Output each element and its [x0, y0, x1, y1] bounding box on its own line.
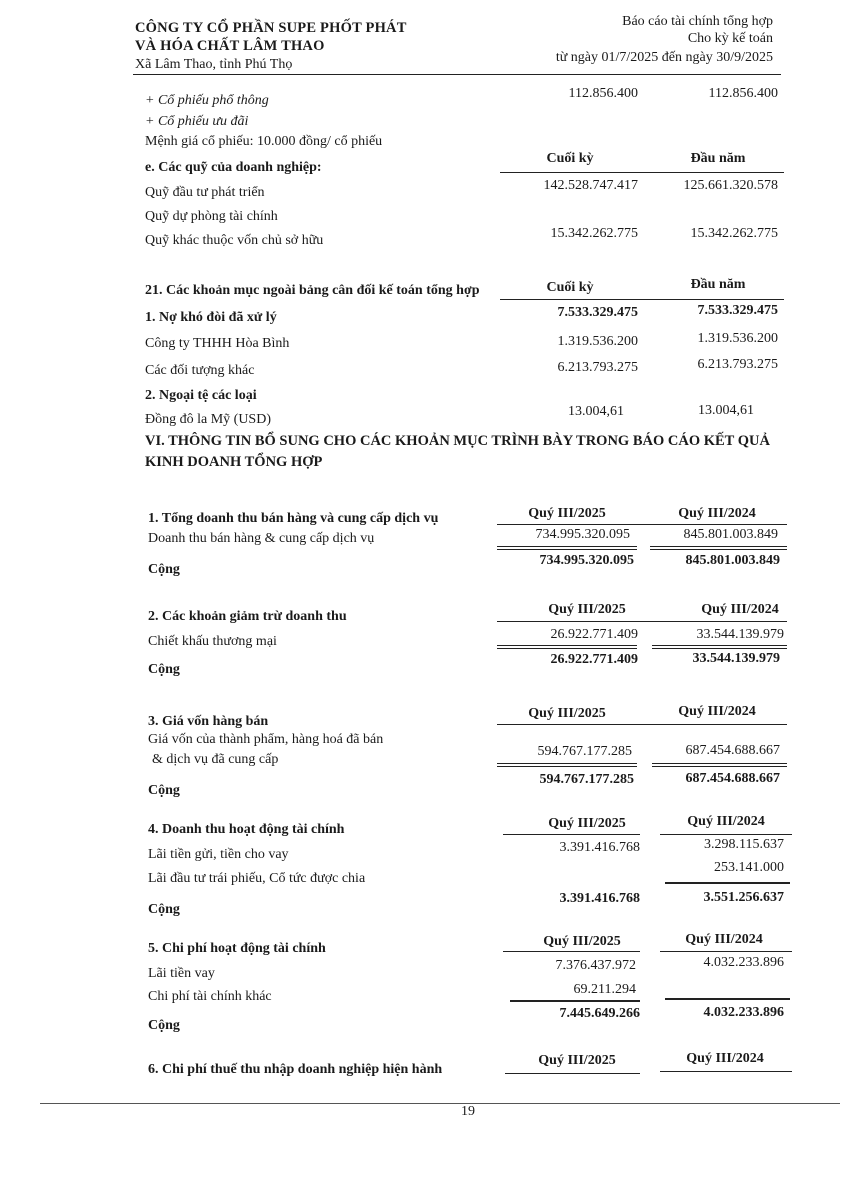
fund-row-label: Quỹ khác thuộc vốn chủ sở hữu [145, 233, 324, 248]
cit-header-underline-2025 [505, 1073, 640, 1074]
fin-expense-total-2024: 4.032.233.896 [703, 1005, 784, 1020]
bad-debt-begin: 7.533.329.475 [697, 303, 778, 318]
revenue-header-underline [497, 524, 787, 525]
fx-end: 13.004,61 [568, 404, 624, 419]
fin-income-total-label: Cộng [148, 902, 180, 917]
period-range: từ ngày 01/7/2025 đến ngày 30/9/2025 [555, 50, 773, 65]
fin-income-total-rule-2024 [665, 882, 790, 884]
company-name-line1: CÔNG TY CỔ PHẦN SUPE PHỐT PHÁT [135, 20, 407, 36]
deductions-col-2024: Quý III/2024 [701, 602, 779, 617]
bad-debt-row-label: Các đối tượng khác [145, 363, 255, 378]
fin-expense-total-2025: 7.445.649.266 [559, 1006, 640, 1021]
cit-header-underline-2024 [660, 1071, 792, 1072]
revenue-total-label: Cộng [148, 562, 180, 577]
deductions-title: 2. Các khoản giảm trừ doanh thu [148, 609, 347, 624]
cogs-header-underline [497, 724, 787, 725]
fin-income-row-2024: 3.298.115.637 [704, 837, 784, 852]
cit-col-2025: Quý III/2025 [538, 1053, 616, 1068]
revenue-total-2025: 734.995.320.095 [539, 553, 634, 568]
bad-debt-row-begin: 6.213.793.275 [697, 357, 778, 372]
section-vi-title-line2: KINH DOANH TỔNG HỢP [145, 454, 323, 470]
bad-debt-row-end: 1.319.536.200 [557, 334, 638, 349]
cogs-row-2025: 594.767.177.285 [537, 744, 632, 759]
fin-expense-row-label: Lãi tiền vay [148, 966, 215, 981]
report-title: Báo cáo tài chính tổng hợp [622, 14, 773, 29]
fin-expense-header-underline-2025 [503, 951, 640, 952]
fx-label: Đồng đô la Mỹ (USD) [145, 412, 271, 427]
deductions-col-2025: Quý III/2025 [548, 602, 626, 617]
funds-title: e. Các quỹ của doanh nghiệp: [145, 160, 322, 175]
revenue-title: 1. Tổng doanh thu bán hàng và cung cấp dịch vụ [148, 511, 439, 526]
bad-debt-row-end: 6.213.793.275 [557, 360, 638, 375]
fin-income-col-2025: Quý III/2025 [548, 816, 626, 831]
fin-income-col-2024: Quý III/2024 [687, 814, 765, 829]
fin-expense-col-2025: Quý III/2025 [543, 934, 621, 949]
fx-begin: 13.004,61 [698, 403, 754, 418]
deductions-row-2024: 33.544.139.979 [696, 627, 784, 642]
fx-title: 2. Ngoại tệ các loại [145, 388, 257, 403]
revenue-row-2024: 845.801.003.849 [683, 527, 778, 542]
fin-expense-col-2024: Quý III/2024 [685, 932, 763, 947]
header-divider [133, 74, 781, 75]
fund-row-label: Quỹ đầu tư phát triển [145, 185, 265, 200]
fin-expense-total-rule-2025 [510, 1000, 640, 1002]
par-value-text: Mệnh giá cổ phiếu: 10.000 đồng/ cổ phiếu [145, 134, 383, 149]
fin-income-row-label: Lãi đầu tư trái phiếu, Cổ tức được chia [148, 871, 366, 886]
cogs-total-2024: 687.454.688.667 [685, 771, 780, 786]
offbalance-header-underline [500, 299, 784, 300]
funds-col-end: Cuối kỳ [546, 151, 594, 166]
revenue-col-2025: Quý III/2025 [528, 506, 606, 521]
cit-col-2024: Quý III/2024 [686, 1051, 764, 1066]
revenue-row-2025: 734.995.320.095 [535, 527, 630, 542]
common-shares-end: 112.856.400 [568, 86, 638, 101]
deductions-row-2025: 26.922.771.409 [550, 627, 638, 642]
cogs-row-label-line1: Giá vốn của thành phẩm, hàng hoá đã bán [148, 732, 384, 747]
cogs-total-rule-2025 [497, 763, 637, 767]
offbalance-title: 21. Các khoản mục ngoài bảng cân đối kế toán tổng hợp [145, 283, 480, 298]
fin-income-row-2024: 253.141.000 [714, 860, 784, 875]
revenue-row-label: Doanh thu bán hàng & cung cấp dịch vụ [148, 531, 375, 546]
bad-debt-row-label: Công ty THHH Hòa Bình [145, 336, 290, 351]
footer-divider [40, 1103, 840, 1104]
fin-income-header-underline-2024 [660, 834, 792, 835]
cogs-col-2024: Quý III/2024 [678, 704, 756, 719]
cogs-title: 3. Giá vốn hàng bán [148, 714, 269, 729]
funds-header-underline [500, 172, 784, 173]
fund-row-begin: 125.661.320.578 [683, 178, 778, 193]
fin-income-row-2025: 3.391.416.768 [559, 840, 640, 855]
cogs-col-2025: Quý III/2025 [528, 706, 606, 721]
bad-debt-title: 1. Nợ khó đòi đã xử lý [145, 310, 277, 325]
section-vi-title-line1: VI. THÔNG TIN BỔ SUNG CHO CÁC KHOẢN MỤC TRÌNH BÀY TRONG BÁO CÁO KẾT QUẢ [145, 433, 770, 449]
fund-row-label: Quỹ dự phòng tài chính [145, 209, 278, 224]
fund-row-end: 15.342.262.775 [550, 226, 638, 241]
revenue-total-rule-2024 [650, 546, 787, 550]
cogs-total-2025: 594.767.177.285 [539, 772, 634, 787]
cit-title: 6. Chi phí thuế thu nhập doanh nghiệp hiện hành [148, 1062, 443, 1077]
fin-expense-title: 5. Chi phí hoạt động tài chính [148, 941, 326, 956]
fin-income-header-underline-2025 [503, 834, 640, 835]
deductions-total-label: Cộng [148, 662, 180, 677]
offbalance-col-begin: Đầu năm [690, 277, 746, 292]
fin-expense-total-rule-2024 [665, 998, 790, 1000]
fund-row-begin: 15.342.262.775 [690, 226, 778, 241]
cogs-row-2024: 687.454.688.667 [685, 743, 780, 758]
fin-income-row-label: Lãi tiền gửi, tiền cho vay [148, 847, 289, 862]
revenue-total-rule-2025 [497, 546, 637, 550]
common-shares-begin: 112.856.400 [708, 86, 778, 101]
fin-income-total-2025: 3.391.416.768 [559, 891, 640, 906]
deductions-total-2025: 26.922.771.409 [550, 652, 638, 667]
fund-row-end: 142.528.747.417 [543, 178, 638, 193]
fin-expense-header-underline-2024 [660, 951, 792, 952]
revenue-col-2024: Quý III/2024 [678, 506, 756, 521]
deductions-total-rule-2025 [497, 645, 637, 649]
deductions-row-label: Chiết khấu thương mại [148, 634, 277, 649]
fin-income-title: 4. Doanh thu hoạt động tài chính [148, 822, 345, 837]
fin-expense-row-2024: 4.032.233.896 [703, 955, 784, 970]
funds-col-begin: Đầu năm [690, 151, 746, 166]
deductions-total-rule-2024 [652, 645, 787, 649]
fin-income-total-2024: 3.551.256.637 [703, 890, 784, 905]
company-name-line2: VÀ HÓA CHẤT LÂM THAO [135, 38, 325, 54]
fin-expense-row-2025: 7.376.437.972 [555, 958, 636, 973]
fin-expense-row-2025: 69.211.294 [573, 982, 636, 997]
revenue-total-2024: 845.801.003.849 [685, 553, 780, 568]
offbalance-col-end: Cuối kỳ [546, 280, 594, 295]
company-address: Xã Lâm Thao, tỉnh Phú Thọ [135, 57, 293, 72]
common-shares-label: + Cổ phiếu phổ thông [145, 93, 269, 108]
deductions-total-2024: 33.544.139.979 [692, 651, 780, 666]
bad-debt-row-begin: 1.319.536.200 [697, 331, 778, 346]
period-label: Cho kỳ kế toán [687, 31, 773, 46]
cogs-total-rule-2024 [652, 763, 787, 767]
page-number: 19 [461, 1104, 475, 1119]
deductions-header-underline [497, 621, 787, 622]
cogs-total-label: Cộng [148, 783, 180, 798]
preferred-shares-label: + Cổ phiếu ưu đãi [145, 114, 249, 129]
fin-expense-row-label: Chi phí tài chính khác [148, 989, 272, 1004]
fin-expense-total-label: Cộng [148, 1018, 180, 1033]
cogs-row-label-line2: & dịch vụ đã cung cấp [152, 752, 279, 767]
bad-debt-end: 7.533.329.475 [557, 305, 638, 320]
